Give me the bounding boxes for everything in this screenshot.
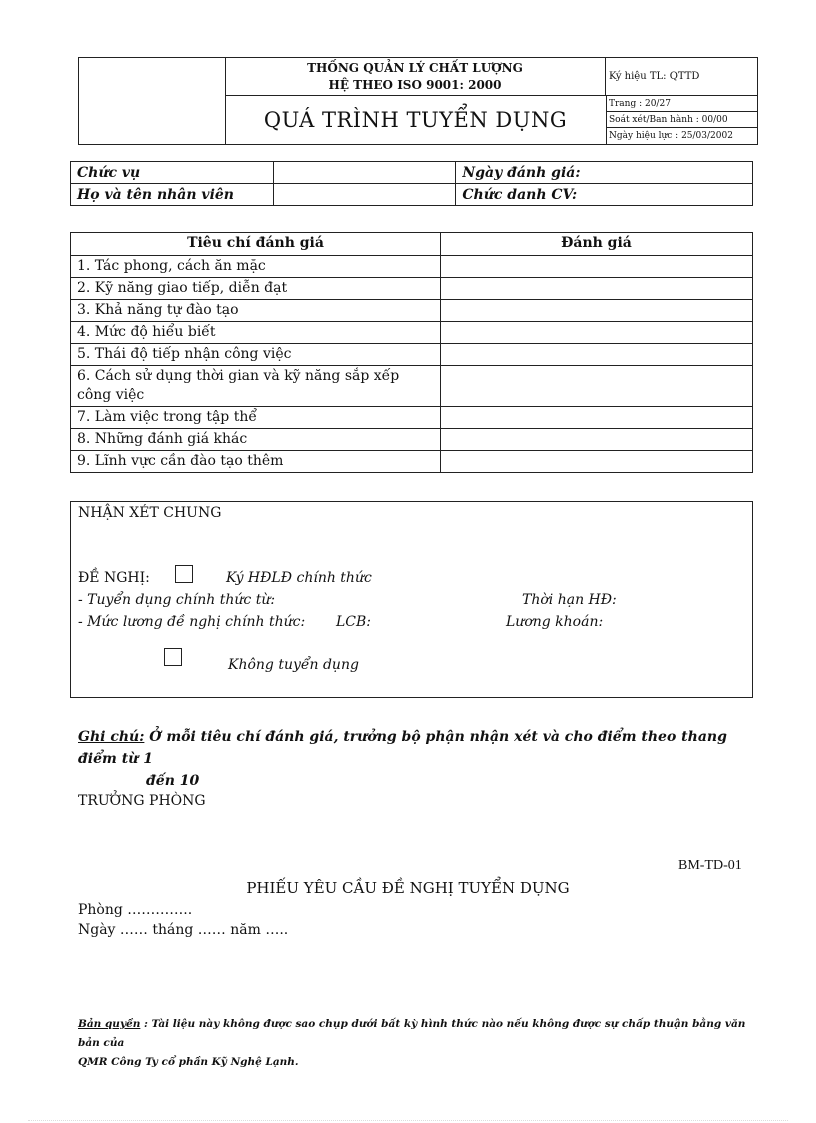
employee-info-table — [70, 161, 753, 206]
eval-date-label[interactable]: Ngày đánh giá: — [456, 162, 753, 184]
process-title: QUÁ TRÌNH TUYỂN DỤNG — [225, 96, 607, 144]
copyright-label: Bản quyền — [78, 1018, 141, 1030]
position-field[interactable] — [273, 162, 456, 184]
note — [78, 726, 768, 792]
evaluation-header: Đánh giá — [441, 233, 753, 256]
proposal-label: ĐỀ NGHỊ: — [78, 570, 150, 586]
reject-label: Không tuyển dụng — [228, 657, 359, 673]
sign-contract-checkbox[interactable] — [175, 565, 193, 583]
page-number: Trang : 20/27 — [606, 96, 757, 112]
official-from-label: - Tuyển dụng chính thức từ: — [78, 592, 276, 608]
criteria-table — [70, 232, 753, 473]
contract-term-label: Thời hạn HĐ: — [522, 592, 617, 608]
date-line: Ngày …… tháng …… năm ….. — [78, 922, 289, 938]
criterion-label: 8. Những đánh giá khác — [71, 429, 441, 451]
lcb-label: LCB: — [336, 614, 372, 630]
criterion-label: 4. Mức độ hiểu biết — [71, 322, 441, 344]
evaluation-cell[interactable] — [441, 451, 753, 473]
evaluation-cell[interactable] — [441, 407, 753, 429]
copyright-text-1: : Tài liệu này không được sao chụp dưới bất kỳ hình thức nào nếu không được sự chấp thuận bằng văn bản của — [78, 1018, 746, 1049]
form-code: BM-TD-01 — [678, 858, 742, 873]
table-row — [71, 300, 753, 322]
evaluation-cell[interactable] — [441, 344, 753, 366]
name-label: Họ và tên nhân viên — [71, 184, 274, 206]
sign-contract-label: Ký HĐLĐ chính thức — [226, 570, 372, 586]
criteria-header: Tiêu chí đánh giá — [71, 233, 441, 256]
table-row — [71, 366, 753, 407]
criterion-label: 3. Khả năng tự đào tạo — [71, 300, 441, 322]
system-line-2: HỆ THEO ISO 9001: 2000 — [328, 78, 502, 92]
criterion-label: 7. Làm việc trong tập thể — [71, 407, 441, 429]
head-of-dept: TRƯỞNG PHÒNG — [78, 793, 206, 809]
reject-checkbox[interactable] — [164, 648, 182, 666]
note-text-1: Ở mỗi tiêu chí đánh giá, trưởng bộ phận nhận xét và cho điểm theo thang điểm từ 1 — [78, 729, 727, 767]
comment-heading: NHẬN XÉT CHUNG — [78, 505, 222, 521]
evaluation-cell[interactable] — [441, 429, 753, 451]
evaluation-cell[interactable] — [441, 322, 753, 344]
table-row — [71, 451, 753, 473]
note-text-2: đến 10 — [146, 773, 200, 789]
criterion-label: 9. Lĩnh vực cần đào tạo thêm — [71, 451, 441, 473]
general-comment-box — [70, 501, 753, 698]
form-title: PHIẾU YÊU CẦU ĐỀ NGHỊ TUYỂN DỤNG — [246, 879, 570, 897]
department-line: Phòng ………….. — [78, 902, 193, 918]
job-title-label[interactable]: Chức danh CV: — [456, 184, 753, 206]
table-row — [71, 407, 753, 429]
copyright-notice — [78, 1015, 768, 1072]
effective-date: Ngày hiệu lực : 25/03/2002 — [609, 131, 733, 141]
position-label: Chức vụ — [71, 162, 274, 184]
table-row — [71, 344, 753, 366]
criterion-label: 6. Cách sử dụng thời gian và kỹ năng sắp xếp công việc — [71, 366, 441, 407]
criterion-label: 2. Kỹ năng giao tiếp, diễn đạt — [71, 278, 441, 300]
page-bottom-rule — [28, 1120, 788, 1121]
table-row — [71, 278, 753, 300]
evaluation-cell[interactable] — [441, 366, 753, 407]
name-field[interactable] — [273, 184, 456, 206]
logo-cell — [79, 58, 226, 144]
copyright-text-2: QMR Công Ty cổ phần Kỹ Nghệ Lạnh. — [78, 1056, 299, 1068]
evaluation-cell[interactable] — [441, 256, 753, 278]
evaluation-cell[interactable] — [441, 300, 753, 322]
system-line-1: THỐNG QUẢN LÝ CHẤT LƯỢNG — [307, 61, 523, 75]
quality-system-title — [225, 58, 606, 96]
salary-label: - Mức lương đề nghị chính thức: — [78, 614, 306, 630]
doc-code: Ký hiệu TL: QTTD — [606, 58, 757, 96]
criterion-label: 1. Tác phong, cách ăn mặc — [71, 256, 441, 278]
piece-salary-label: Lương khoán: — [506, 614, 604, 630]
evaluation-cell[interactable] — [441, 278, 753, 300]
table-row — [71, 429, 753, 451]
note-label: Ghi chú: — [78, 729, 145, 745]
revision: Soát xét/Ban hành : 00/00 — [606, 112, 757, 128]
document-header — [78, 57, 758, 145]
table-row — [71, 256, 753, 278]
table-row — [71, 322, 753, 344]
criterion-label: 5. Thái độ tiếp nhận công việc — [71, 344, 441, 366]
